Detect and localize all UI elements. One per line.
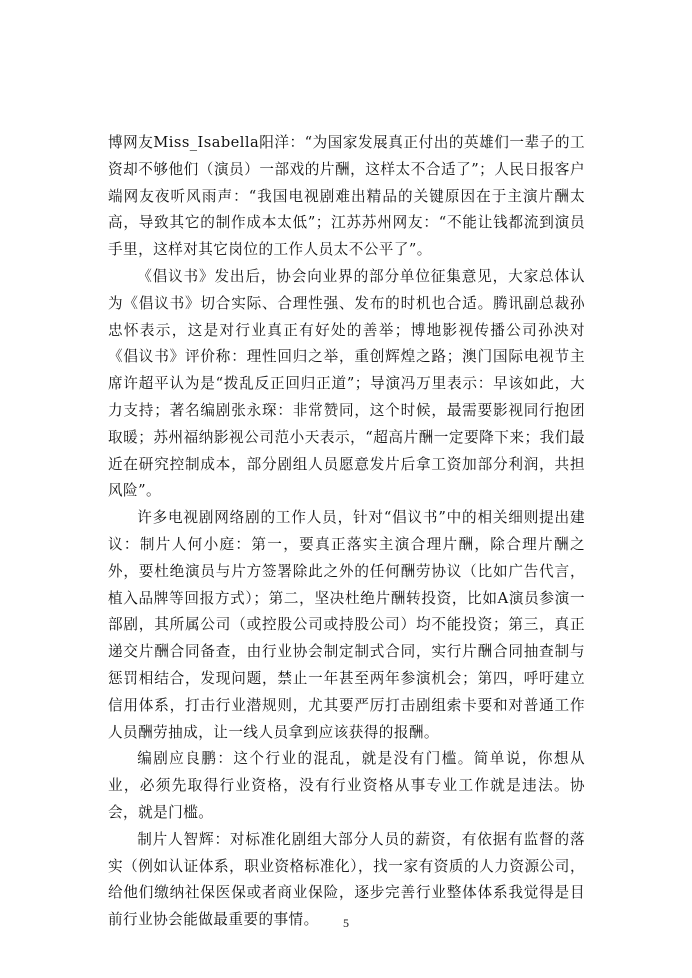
body-text [108, 130, 585, 934]
page-number: 5 [343, 916, 349, 930]
paragraph-netizen-comments: 博网友Miss_Isabella阳洋：“为国家发展真正付出的英雄们一辈子的工资却不够他们（演员）一部戏的片酬，这样太不合适了”；人民日报客户端网友夜听风雨声：“我国电视剧难出精品的关键原因在于主演片酬太高，导致其它的制作成本太低”；江苏苏州网友：“不能让钱都流到演员手里，这样对其它岗位的工作人员太不公平了”。 [108, 134, 585, 259]
paragraph-screenwriter-comment: 编剧应良鹏：这个行业的混乱，就是没有门槛。简单说，你想从业，必须先取得行业资格，没有行业资格从事专业工作就是违法。协会，就是门槛。 [108, 750, 585, 821]
paragraph-industry-responses: 《倡议书》发出后，协会向业界的部分单位征集意见，大家总体认为《倡议书》切合实际、合理性强、发布的时机也合适。腾讯副总裁孙忠怀表示，这是对行业真正有好处的善举；博地影视传播公司孙泱对《倡议书》评价称：理性回归之举，重创辉煌之路；澳门国际电视节主席许超平认为是“拨乱反正回归正道”；导演冯万里表示：早该如此，大力支持；著名编剧张永琛：非常赞同，这个时候，最需要影视同行抱团取暖；苏州福纳影视公司范小天表示，“超高片酬一定要降下来；我们最近在研究控制成本，部分剧组人员愿意发片后拿工资加部分利润，共担风险”。 [108, 267, 585, 500]
paragraph-producer-comment: 制片人智辉：对标准化剧组大部分人员的薪资，有依据有监督的落实（例如认证体系，职业资格标准化），找一家有资质的人力资源公司，给他们缴纳社保医保或者商业保险，逐步完善行业整体体系我觉得是目前行业协会能做最重要的事情。 [108, 830, 585, 929]
paragraph-staff-suggestions: 许多电视剧网络剧的工作人员，针对“倡议书”中的相关细则提出建议：制片人何小庭：第一，要真正落实主演合理片酬，除合理片酬之外，要杜绝演员与片方签署除此之外的任何酬劳协议（比如广告代言，植入品牌等回报方式）；第二，坚决杜绝片酬转投资，比如A演员参演一部剧，其所属公司（或控股公司或持股公司）均不能投资；第三，真正递交片酬合同备查，由行业协会制定制式合同，实行片酬合同抽查制与惩罚相结合，发现问题，禁止一年甚至两年参演机会；第四，呼吁建立信用体系，打击行业潜规则，尤其要严厉打击剧组索卡要和对普通工作人员酬劳抽成，让一线人员拿到应该获得的报酬。 [108, 509, 585, 741]
